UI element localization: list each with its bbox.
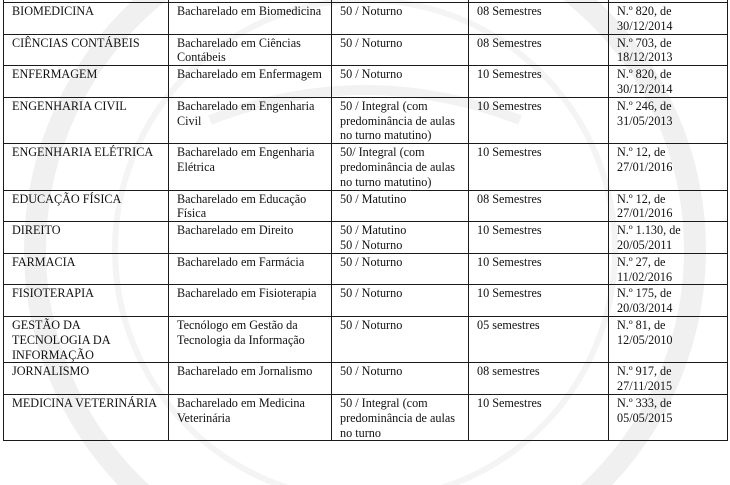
duration-cell: 08 Semestres bbox=[469, 34, 609, 66]
degree-cell: Bacharelado em Ciências Contábeis bbox=[169, 34, 332, 66]
degree-cell: Bacharelado em Engenharia Elétrica bbox=[169, 144, 332, 190]
course-name-cell: MEDICINA VETERINÁRIA bbox=[4, 394, 169, 440]
seats-shift-cell bbox=[332, 316, 469, 362]
act-cell: N.º 246, de 31/05/2013 bbox=[609, 97, 728, 143]
seats-shift-cell bbox=[332, 222, 469, 254]
table-row bbox=[4, 190, 728, 222]
duration-cell: 10 Semestres bbox=[469, 66, 609, 98]
duration-cell: 10 Semestres bbox=[469, 97, 609, 143]
duration-cell: 10 Semestres bbox=[469, 222, 609, 254]
seats-shift-line: 50 / Noturno bbox=[340, 254, 403, 269]
act-cell: N.º 1.130, de 20/05/2011 bbox=[609, 222, 728, 254]
act-cell: N.º 81, de 12/05/2010 bbox=[609, 316, 728, 362]
course-name-cell: FARMACIA bbox=[4, 253, 169, 285]
seats-shift-cell bbox=[332, 394, 469, 440]
course-name-cell: FISIOTERAPIA bbox=[4, 285, 169, 317]
act-cell: N.º 820, de 30/12/2014 bbox=[609, 3, 728, 35]
table-row bbox=[4, 66, 728, 98]
table-row bbox=[4, 144, 728, 190]
act-cell: N.º 917, de 27/11/2015 bbox=[609, 363, 728, 395]
degree-cell: Bacharelado em Farmácia bbox=[169, 253, 332, 285]
seats-shift-line: 50 / Integral (com predominância de aulas no turno matutino) bbox=[340, 98, 456, 143]
act-cell: N.º 333, de 05/05/2015 bbox=[609, 394, 728, 440]
seats-shift-cell bbox=[332, 285, 469, 317]
table-row bbox=[4, 285, 728, 317]
seats-shift-line: 50 / Matutino bbox=[340, 191, 407, 206]
degree-cell: Bacharelado em Engenharia Civil bbox=[169, 97, 332, 143]
table-row bbox=[4, 3, 728, 35]
table-row bbox=[4, 394, 728, 440]
course-name-cell: EDUCAÇÃO FÍSICA bbox=[4, 190, 169, 222]
degree-cell: Bacharelado em Biomedicina bbox=[169, 3, 332, 35]
seats-shift-line: 50 / Noturno bbox=[340, 4, 403, 18]
seats-shift-cell bbox=[332, 363, 469, 395]
table-row bbox=[4, 34, 728, 66]
duration-cell: 08 Semestres bbox=[469, 190, 609, 222]
course-name-cell: DIREITO bbox=[4, 222, 169, 254]
seats-shift-line: 50 / Noturno bbox=[340, 364, 403, 379]
seats-shift-cell bbox=[332, 190, 469, 222]
seats-shift-line: 50 / Noturno bbox=[340, 317, 403, 332]
seats-shift-cell bbox=[332, 253, 469, 285]
act-cell: N.º 703, de 18/12/2013 bbox=[609, 34, 728, 66]
seats-shift-cell bbox=[332, 66, 469, 98]
degree-cell: Bacharelado em Enfermagem bbox=[169, 66, 332, 98]
act-cell: N.º 27, de 11/02/2016 bbox=[609, 253, 728, 285]
act-cell: N.º 175, de 20/03/2014 bbox=[609, 285, 728, 317]
seats-shift-cell bbox=[332, 3, 469, 35]
duration-cell: 05 semestres bbox=[469, 316, 609, 362]
seats-shift-line: 50 / Matutino bbox=[340, 223, 407, 238]
seats-shift-line: 50 / Noturno bbox=[340, 67, 403, 82]
seats-shift-cell bbox=[332, 34, 469, 66]
degree-cell: Tecnólogo em Gestão da Tecnologia da Informação bbox=[169, 316, 332, 362]
act-cell: N.º 12, de 27/01/2016 bbox=[609, 190, 728, 222]
course-name-cell: GESTÃO DA TECNOLOGIA DA INFORMAÇÃO bbox=[4, 316, 169, 362]
degree-cell: Bacharelado em Jornalismo bbox=[169, 363, 332, 395]
courses-table bbox=[3, 0, 728, 441]
duration-cell: 08 semestres bbox=[469, 363, 609, 395]
duration-cell: 10 Semestres bbox=[469, 253, 609, 285]
act-cell: N.º 12, de 27/01/2016 bbox=[609, 144, 728, 190]
course-name-cell: ENGENHARIA ELÉTRICA bbox=[4, 144, 169, 190]
duration-cell: 10 Semestres bbox=[469, 144, 609, 190]
seats-shift-line: 50 / Noturno bbox=[340, 286, 403, 301]
degree-cell: Bacharelado em Medicina Veterinária bbox=[169, 394, 332, 440]
course-name-cell: ENGENHARIA CIVIL bbox=[4, 97, 169, 143]
seats-shift-line: 50 / Noturno bbox=[340, 35, 403, 50]
degree-cell: Bacharelado em Direito bbox=[169, 222, 332, 254]
course-name-cell: ENFERMAGEM bbox=[4, 66, 169, 98]
duration-cell: 10 Semestres bbox=[469, 394, 609, 440]
course-name-cell: JORNALISMO bbox=[4, 363, 169, 395]
seats-shift-cell bbox=[332, 144, 469, 190]
course-name-cell: CIÊNCIAS CONTÁBEIS bbox=[4, 34, 169, 66]
table-row bbox=[4, 253, 728, 285]
duration-cell: 10 Semestres bbox=[469, 285, 609, 317]
duration-cell: 08 Semestres bbox=[469, 3, 609, 35]
degree-cell: Bacharelado em Educação Física bbox=[169, 190, 332, 222]
course-name-cell: BIOMEDICINA bbox=[4, 3, 169, 35]
seats-shift-line: 50/ Integral (com predominância de aulas no turno matutino) bbox=[340, 145, 456, 189]
act-cell: N.º 820, de 30/12/2014 bbox=[609, 66, 728, 98]
seats-shift-line: 50 / Integral (com predominância de aulas no turno bbox=[340, 395, 456, 440]
degree-cell: Bacharelado em Fisioterapia bbox=[169, 285, 332, 317]
table-row bbox=[4, 222, 728, 254]
table-row bbox=[4, 97, 728, 143]
seats-shift-cell bbox=[332, 97, 469, 143]
table-row bbox=[4, 316, 728, 362]
table-row bbox=[4, 363, 728, 395]
seats-shift-line: 50 / Noturno bbox=[340, 237, 403, 252]
